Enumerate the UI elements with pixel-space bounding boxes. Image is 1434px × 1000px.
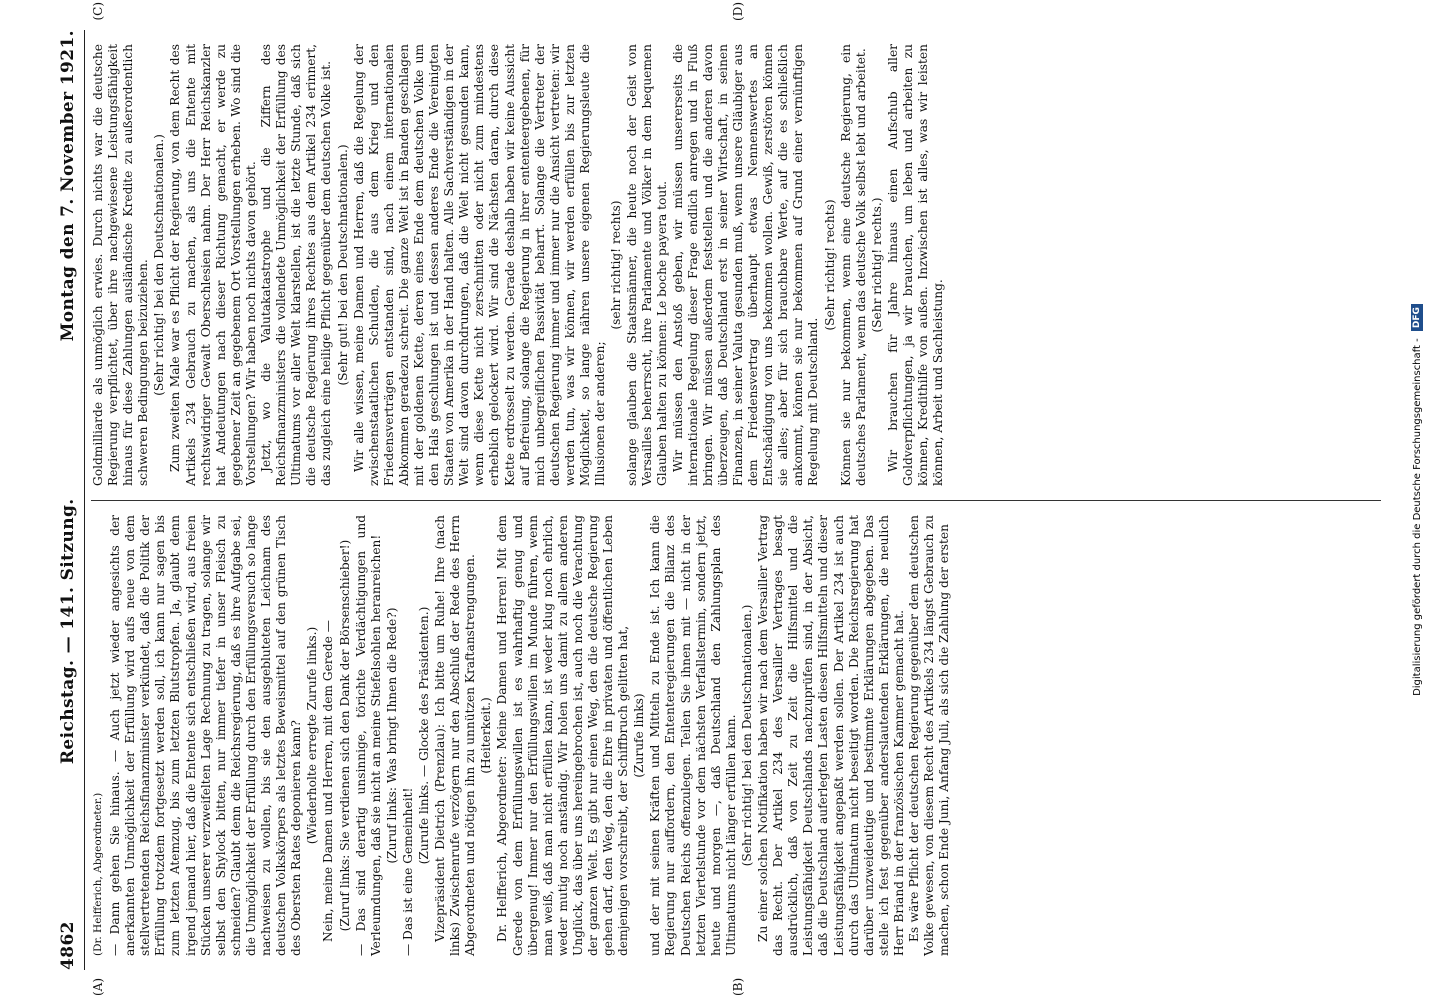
paragraph: Jetzt, wo die Valutakatastrophe und die Ziffern des Reichsfinanzministers die vollendete Unmöglichkeit der Erfüllung des Ultimatums vor aller Welt klarstellen, ist die letzte Stunde, daß sich die deutsche Regierung ihres Rechtes aus dem Artikel 234 erinnert, das zugleich eine heilige Pflicht gegenüber dem deutschen Volke ist.	[259, 44, 334, 486]
paragraph: Dr. Helfferich, Abgeordneter: Meine Damen und Herren! Mit dem Gerede von dem Erfüllungswillen ist es wahrhaftig genug und übergenug! Immer nur den Erfüllungswillen im Munde führen, wenn man weiß, daß man nicht erfüllen kann, ist weder klug noch ehrlich, weder mutig noch anständig. Wir holen uns damit zu allem anderen Unglück, das über uns hereingebrochen ist, auch noch die Verachtung der ganzen Welt. Es gibt nur einen Weg, den die deutsche Regierung gehen darf, den Weg, den die Ehre in privaten und öffentlichen Leben demjenigen vorschreibt, der Schiffbruch gelitten hat,	[495, 515, 631, 956]
paragraph: Vizepräsident Dietrich (Prenzlau): Ich bitte um Ruhe! Ihre (nach links) Zwischenrufe verzögern nur den Abschluß der Rede des Herrn Abgeordneten und nötigen ihn zu unnützen Kraftanstrengungen.	[433, 515, 478, 956]
paragraph: Wir müssen den Anstoß geben, wir müssen unsererseits die internationale Regelung dieser Frage endlich anregen und in Fluß bringen. Wir müssen außerdem feststellen und die anderen davon überzeugen, daß Deutschland erst in seiner Wirtschaft, in seinen Finanzen, in seiner Valuta gesunden muß, wenn unsere Gläubiger aus dem Friedensvertrag überhaupt etwas Nennenswertes an Entschädigung von uns bekommen wollen. Gewiß, zerstören können sie alles; aber für sich brauchbare Werte, auf die es schließlich ankommt, können sie nur bekommen auf Grund einer vernünftigen Regelung mit Deutschland.	[670, 44, 821, 486]
page-number: 4862	[58, 921, 78, 970]
columns	[91, 2, 1381, 996]
paragraph: Goldmilliarde als unmöglich erwies. Durch nichts war die deutsche Regierung verpflichtet, über ihre nachgewiesene Leistungsfähigkeit hinaus für diese Zahlungen ausländische Kredite zu außerordentlich schweren Bedingungen beizuziehen.	[91, 44, 151, 486]
speaker-note: (Dr. Helfferich, Abgeordneter.)	[92, 792, 104, 956]
left-column	[91, 500, 1381, 970]
paragraph: Wir brauchen für Jahre hinaus einen Aufschub aller Goldverpflichtungen, ja wir brauchen, um leben und arbeiten zu können, Kredithilfe von außen. Inzwischen ist alles, was wir leisten können, Arbeit und Sachleistung.	[885, 44, 946, 486]
right-column	[91, 30, 1381, 500]
session-date: Montag den 7. November 1921.	[58, 30, 78, 342]
interjection: (Sehr richtig! rechts.)	[869, 197, 884, 333]
interjection: (Sehr richtig! bei den Deutschnationalen.)	[152, 134, 167, 396]
margin-letter-a: (A)	[91, 977, 105, 996]
paragraph: Zum zweiten Male war es Pflicht der Regierung, von dem Recht des Artikels 234 Gebrauch zu machen, als uns die Entente mit rechtswidriger Gewalt Oberschlesien nahm. Der Herr Reichskanzler hat Andeutungen nach dieser Richtung gemacht, er werde zu gegebener Zeit an gegebenem Ort Vorstellungen erheben. Wo sind die Vorstellungen? Wir haben noch nichts davon gehört.	[168, 44, 258, 486]
margin-letter-c: (C)	[91, 2, 105, 21]
page-header	[58, 30, 85, 970]
paragraph: Es wäre Pflicht der deutschen Regierung gegenüber dem deutschen Volke gewesen, von diesem Recht des Artikels 234 längst Gebrauch zu machen, schon Ende Juni, Anfang Juli, als sich die Zahlung der ersten	[906, 515, 952, 956]
rotated-page	[40, 0, 1410, 1000]
paragraph: — Das sind derartig unsinnige, törichte Verdächtigungen und Verleumdungen, daß sie nicht an meine Stiefelsohlen heranreichen!	[353, 515, 383, 956]
paragraph: solange glauben die Staatsmänner, die heute noch der Geist von Versailles beherrscht, ihre Parlamente und Völker in dem bequemen Glauben halten zu können: Le boche payera tout.	[625, 44, 670, 486]
interjection: (Zuruf links: Sie verdienen sich den Dank der Börsenschieber!)	[337, 539, 352, 932]
margin-letter-b: (B)	[731, 977, 745, 996]
session-title: Reichstag. — 141. Sitzung.	[58, 498, 78, 765]
dfg-logo: DFG	[1411, 304, 1423, 331]
credit-text: Digitalisierung gefördert durch die Deutsche Forschungsgemeinschaft -	[1412, 338, 1423, 696]
interjection: (Sehr gut! bei den Deutschnationalen.)	[335, 144, 350, 386]
paragraph: Nein, meine Damen und Herren, mit dem Gerede —	[321, 620, 336, 942]
paragraph: — Das ist eine Gemeinheit!	[400, 787, 415, 956]
side-credit	[1406, 0, 1430, 1000]
paragraph: und der mit seinen Kräften und Mitteln zu Ende ist. Ich kann die Regierung nur auffordern, den Ententeregierungen die Bilanz des Deutschen Reichs offenzulegen. Teilen Sie ihnen mit — nicht in der letzten Viertelstunde vor dem nächsten Verfallstermin, sondern jetzt, heute und morgen —, daß Deutschland den Zahlungsplan des Ultimatums nicht länger erfüllen kann.	[648, 515, 738, 956]
interjection: (Sehr richtig! bei den Deutschnationalen.)	[739, 604, 754, 867]
margin-letter-d: (D)	[731, 2, 745, 21]
interjection: (sehr richtig! rechts)	[609, 200, 624, 330]
paragraph: Können sie nur bekommen, wenn eine deutsche Regierung, ein deutsches Parlament, wenn das deutsche Volk selbst lebt und arbeitet.	[838, 44, 868, 486]
interjection: (Zuruf links: Was bringt Ihnen die Rede?)	[384, 607, 399, 864]
interjection: (Zurufe links)	[632, 693, 647, 778]
paragraph: Wir alle wissen, meine Damen und Herren, daß die Regelung der zwischenstaatlichen Schulden, die aus dem Krieg und den Friedensverträgen entstanden sind, nach einem internationalen Abkommen geradezu schreit. Die ganze Welt ist in Banden geschlagen mit der goldenen Kette, deren eines Ende dem deutschen Volke um den Hals geschlungen ist und dessen anderes Ende die Vereinigten Staaten von Amerika in der Hand halten. Alle Sachverständigen in der Welt sind davon durchdrungen, daß die Welt nicht gesunden kann, wenn diese Kette nicht zerschnitten oder nicht zum mindestens erheblich gelockert wird. Wir sind die Nächsten daran, durch diese Kette erdrosselt zu werden. Gerade deshalb haben wir keine Aussicht auf Befreiung, solange die Regierung in ihrer ententeergebenen, für mich unbegreiflichen Passivität beharrt. Solange die Vertreter der deutschen Regierung immer und immer nur die Ansicht vertreten: wir werden tun, was wir können, wir werden erfüllen bis zur letzten Möglichkeit, so lange nähren unsere eigenen Regierungsleute die Illusionen der anderen;	[351, 44, 608, 486]
interjection: (Wiederholte erregte Zurufe links.)	[305, 626, 320, 845]
interjection: (Heiterkeit.)	[479, 697, 494, 774]
interjection: (Sehr richtig! rechts)	[822, 199, 837, 331]
interjection: (Zurufe links. — Glocke des Präsidenten.)	[416, 606, 431, 865]
paragraph: Zu einer solchen Notifikation haben wir nach dem Versailler Vertrag das Recht. Der Artikel 234 des Versailler Vertrages besagt ausdrücklich, daß von Zeit zu Zeit die Hilfsmittel und die Leistungsfähigkeit Deutschlands nachzuprüfen sind, in der Absicht, daß die Deutschland auferlegten Lasten diesen Hilfsmitteln und dieser Leistungsfähigkeit angepaßt werden sollen. Der Artikel 234 ist auch durch das Ultimatum nicht beseitigt worden. Die Reichsregierung hat darüber unzweideutige und bestimmte Erklärungen abgegeben. Das stelle ich fest gegenüber anderslautenden Erklärungen, die neulich Herr Briand in der französischen Kammer gemacht hat.	[756, 515, 906, 956]
paragraph: — Dann gehen Sie hinaus. — Auch jetzt wieder angesichts der anerkannten Unmöglichkeit der Erfüllung wird aufs neue von dem stellvertretenden Reichsfinanzminister verkündet, daß die Politik der Erfüllung trotzdem fortgesetzt werden soll, ich kann nur sagen bis zum letzten Atemzug, bis zum letzten Blutstropfen. Ja, glaubt denn irgend jemand hier, daß die Entente sich entschließen wird, aus freien Stücken unserer verzweifelten Lage Rechnung zu tragen, solange wir selbst den Shylock bitten, nur immer tiefer in unser Fleisch zu schneiden? Glaubt denn die Reichsregierung, daß es ihre Aufgabe sei, die Unmöglichkeit der Erfüllung durch den Erfüllungsversuch so lange nachweisen zu wollen, bis sie den ausgebluteten Leichnam des deutschen Volkskörpers als letztes Beweismittel auf den grünen Tisch des Obersten Rates deponieren kann?	[108, 515, 304, 956]
